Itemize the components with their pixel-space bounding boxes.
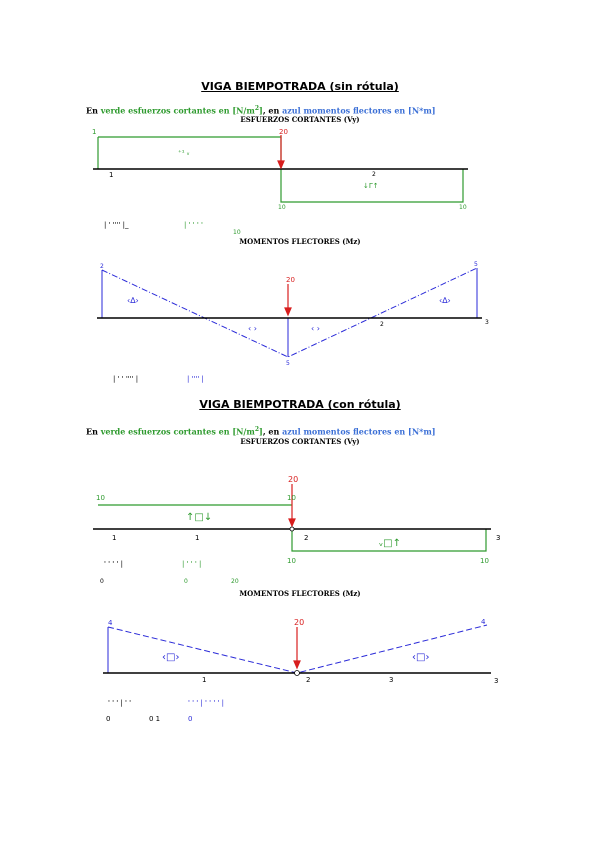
legend-shear-label: verde esfuerzos cortantes en [N/m: [100, 426, 255, 437]
moment2-footer-n3: 0: [188, 715, 193, 723]
section1-title: VIGA BIEMPOTRADA (sin rótula): [201, 80, 399, 93]
moment1-right-label: ‹∆›: [439, 296, 451, 305]
moment2-left-label: ‹□›: [162, 652, 180, 663]
shear2-subtitle: ESFUERZOS CORTANTES (Vy): [240, 437, 360, 446]
moment2-node1: 1: [202, 676, 207, 684]
moment2-load-label: 20: [294, 618, 305, 627]
moment1-center: 5: [286, 360, 290, 367]
moment2-node-right: 3: [494, 677, 499, 685]
moment2-right-end: 4: [481, 618, 486, 626]
legend-prefix: En: [86, 426, 101, 437]
legend-mid: , en: [262, 105, 283, 116]
moment2-hinge: [295, 671, 300, 676]
moment1-load-label: 20: [286, 276, 295, 284]
moment1-mid-right-label: ‹ ›: [311, 324, 320, 333]
shear1-right-end-value: 10: [459, 204, 467, 211]
moment1-mid-left-label: ‹ ›: [248, 324, 257, 333]
shear1-node2: 2: [372, 171, 376, 178]
moment2-footer-n2: 0 1: [149, 715, 161, 723]
moment1-right-end: 5: [474, 261, 478, 268]
legend-prefix: En: [86, 105, 101, 116]
shear2-bottom-mid: 10: [287, 557, 296, 565]
shear2-node1: 1: [112, 534, 117, 542]
shear1-left-sign: ⁺¹ ᵥ: [178, 149, 190, 157]
moment2-footer-left: ' ' ' | ' ': [108, 699, 132, 707]
moment2-node2: 2: [306, 676, 311, 684]
moment1-footer-left: | ' ' '''' |: [113, 375, 139, 383]
shear2-node1b: 1: [195, 534, 200, 542]
section2-title: VIGA BIEMPOTRADA (con rótula): [199, 398, 401, 411]
legend-close: ]: [259, 426, 263, 437]
legend-sup: 2: [254, 105, 260, 112]
moment2-right-label: ‹□›: [412, 652, 430, 663]
moment2-node3: 3: [389, 676, 394, 684]
shear1-right-sign: ↓Γ↑: [363, 182, 379, 190]
moment1-node-right: 3: [485, 319, 489, 326]
shear2-left-sign: ↑□↓: [186, 512, 213, 523]
shear1-subtitle: ESFUERZOS CORTANTES (Vy): [240, 115, 360, 124]
legend-moment-label: azul momentos flectores en [N*m]: [282, 426, 436, 437]
shear1-footer-num: 10: [233, 229, 241, 236]
moment1-subtitle: MOMENTOS FLECTORES (Mz): [239, 237, 361, 246]
shear2-node2: 2: [304, 534, 309, 542]
moment1-left-end: 2: [100, 263, 104, 270]
moment1-footer-mid: | '''' |: [187, 375, 204, 383]
legend-close: ]: [259, 105, 263, 116]
moment1-node2: 2: [380, 321, 384, 328]
shear2-footer-n3: 20: [231, 578, 239, 585]
shear1-left-value: 1: [92, 128, 97, 136]
shear1-right-value: 10: [278, 204, 286, 211]
shear2-load-label: 20: [288, 475, 299, 484]
moment2-load-arrow: [294, 627, 300, 668]
shear1-node1: 1: [109, 171, 114, 179]
legend-moment-label: azul momentos flectores en [N*m]: [282, 105, 436, 116]
moment1-left-label: ‹∆›: [127, 296, 139, 305]
shear2-bottom-right: 10: [480, 557, 489, 565]
shear2-footer-mid: | ' ' ' |: [182, 560, 202, 568]
moment2-footer-mid: ' ' ' | ' ' ' ' |: [188, 699, 224, 707]
shear2-footer-n1: 0: [100, 578, 104, 585]
shear2-mid-value: 10: [287, 494, 296, 502]
legend-mid: , en: [262, 426, 283, 437]
shear2-right-sign: ᵥ□↑: [379, 538, 401, 549]
moment2-footer-n1: 0: [106, 715, 111, 723]
legend-shear-label: verde esfuerzos cortantes en [N/m: [100, 105, 255, 116]
shear2-left-value: 10: [96, 494, 105, 502]
shear2-node3: 3: [496, 534, 501, 542]
moment2-left-end: 4: [108, 619, 113, 627]
shear1-footer-mid: | ' ' ' ': [184, 221, 203, 229]
legend-sup: 2: [254, 426, 260, 433]
shear1-load-label: 20: [279, 128, 288, 136]
moment2-subtitle: MOMENTOS FLECTORES (Mz): [239, 589, 361, 598]
shear2-footer-n2: 0: [184, 578, 188, 585]
shear2-footer-left: ' ' ' ' |: [104, 560, 123, 568]
shear1-footer-left: | ' '''' |_: [104, 221, 129, 229]
